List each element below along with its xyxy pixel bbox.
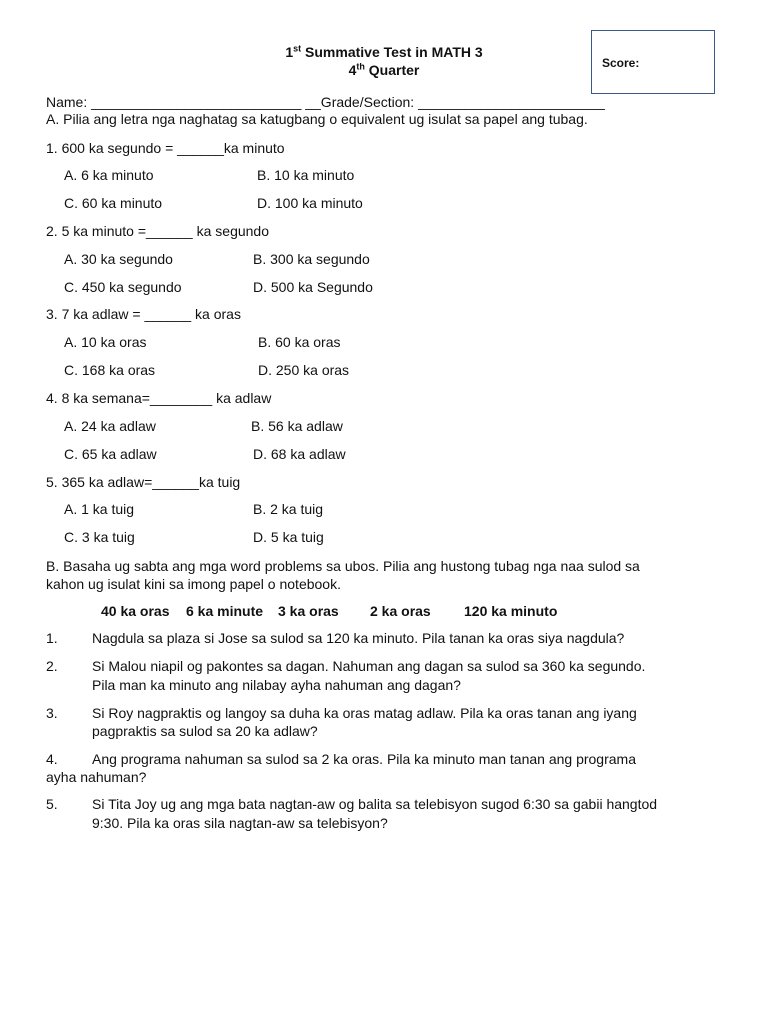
problem-4-text-cont: ayha nahuman? <box>46 769 147 785</box>
problem-5-number: 5. <box>46 796 58 812</box>
q2-option-b: B. 300 ka segundo <box>253 251 370 267</box>
q4-option-c: C. 65 ka adlaw <box>64 446 157 462</box>
q3-option-c: C. 168 ka oras <box>64 362 156 378</box>
question-4: 4. 8 ka semana=________ ka adlaw <box>46 390 272 406</box>
q2-option-c: C. 450 ka segundo <box>64 279 182 295</box>
q2-option-d: D. 500 ka Segundo <box>253 279 373 295</box>
question-3: 3. 7 ka adlaw = ______ ka oras <box>46 306 241 322</box>
quarter-title: 4th Quarter <box>348 61 420 78</box>
problem-1-number: 1. <box>46 630 58 646</box>
problem-2-text-cont: Pila man ka minuto ang nilabay ayha nahuman ang dagan? <box>92 677 461 693</box>
problem-3-text-cont: pagpraktis sa sulod sa 20 ka adlaw? <box>92 723 318 739</box>
q1-option-d: D. 100 ka minuto <box>257 195 363 211</box>
choice-5: 120 ka minuto <box>464 603 558 619</box>
part-a-instruction: A. Pilia ang letra nga naghatag sa katugbang o equivalent ug isulat sa papel ang tubag. <box>46 111 588 127</box>
problem-5-text-cont: 9:30. Pila ka oras sila nagtan-aw sa telebisyon? <box>92 815 388 831</box>
choice-4: 2 ka oras <box>370 603 431 619</box>
question-2: 2. 5 ka minuto =______ ka segundo <box>46 223 270 239</box>
q5-option-c: C. 3 ka tuig <box>64 529 135 545</box>
q5-option-a: A. 1 ka tuig <box>64 501 135 517</box>
question-5: 5. 365 ka adlaw=______ka tuig <box>46 474 241 490</box>
q3-option-d: D. 250 ka oras <box>258 362 350 378</box>
problem-1-text: Nagdula sa plaza si Jose sa sulod sa 120 ka minuto. Pila tanan ka oras siya nagdula? <box>92 630 625 646</box>
problem-3-text: Si Roy nagpraktis og langoy sa duha ka oras matag adlaw. Pila ka oras tanan ang iyang <box>92 705 637 721</box>
part-b-instruction-line-1: B. Basaha ug sabta ang mga word problems sa ubos. Pilia ang hustong tubag nga naa sulod sa <box>46 558 640 574</box>
score-label: Score: <box>602 56 640 70</box>
q3-option-a: A. 10 ka oras <box>64 334 147 350</box>
q4-option-d: D. 68 ka adlaw <box>253 446 346 462</box>
problem-2-number: 2. <box>46 658 58 674</box>
q4-option-b: B. 56 ka adlaw <box>251 418 343 434</box>
problem-2-text: Si Malou niapil og pakontes sa dagan. Nahuman ang dagan sa sulod sa 360 ka segundo. <box>92 658 646 674</box>
q1-option-a: A. 6 ka minuto <box>64 167 154 183</box>
q4-option-a: A. 24 ka adlaw <box>64 418 156 434</box>
choice-3: 3 ka oras <box>278 603 339 619</box>
problem-3-number: 3. <box>46 705 58 721</box>
problem-4-text: Ang programa nahuman sa sulod sa 2 ka oras. Pila ka minuto man tanan ang programa <box>92 751 636 767</box>
choice-1: 40 ka oras <box>101 603 170 619</box>
q1-option-c: C. 60 ka minuto <box>64 195 163 211</box>
problem-5-text: Si Tita Joy ug ang mga bata nagtan-aw og balita sa telebisyon sugod 6:30 sa gabii hangtod <box>92 796 658 812</box>
question-1: 1. 600 ka segundo = ______ka minuto <box>46 140 285 156</box>
q2-option-a: A. 30 ka segundo <box>64 251 173 267</box>
q5-option-d: D. 5 ka tuig <box>253 529 324 545</box>
test-title: 1st Summative Test in MATH 3 <box>285 43 483 60</box>
q1-option-b: B. 10 ka minuto <box>257 167 355 183</box>
part-b-instruction-line-2: kahon ug isulat kini sa imong papel o notebook. <box>46 576 341 592</box>
q3-option-b: B. 60 ka oras <box>258 334 341 350</box>
score-box <box>591 30 715 94</box>
problem-4-number: 4. <box>46 751 58 767</box>
q5-option-b: B. 2 ka tuig <box>253 501 324 517</box>
name-grade-line: Name: ___________________________ __Grade/Section: ________________________ <box>46 94 605 110</box>
choice-2: 6 ka minute <box>186 603 264 619</box>
